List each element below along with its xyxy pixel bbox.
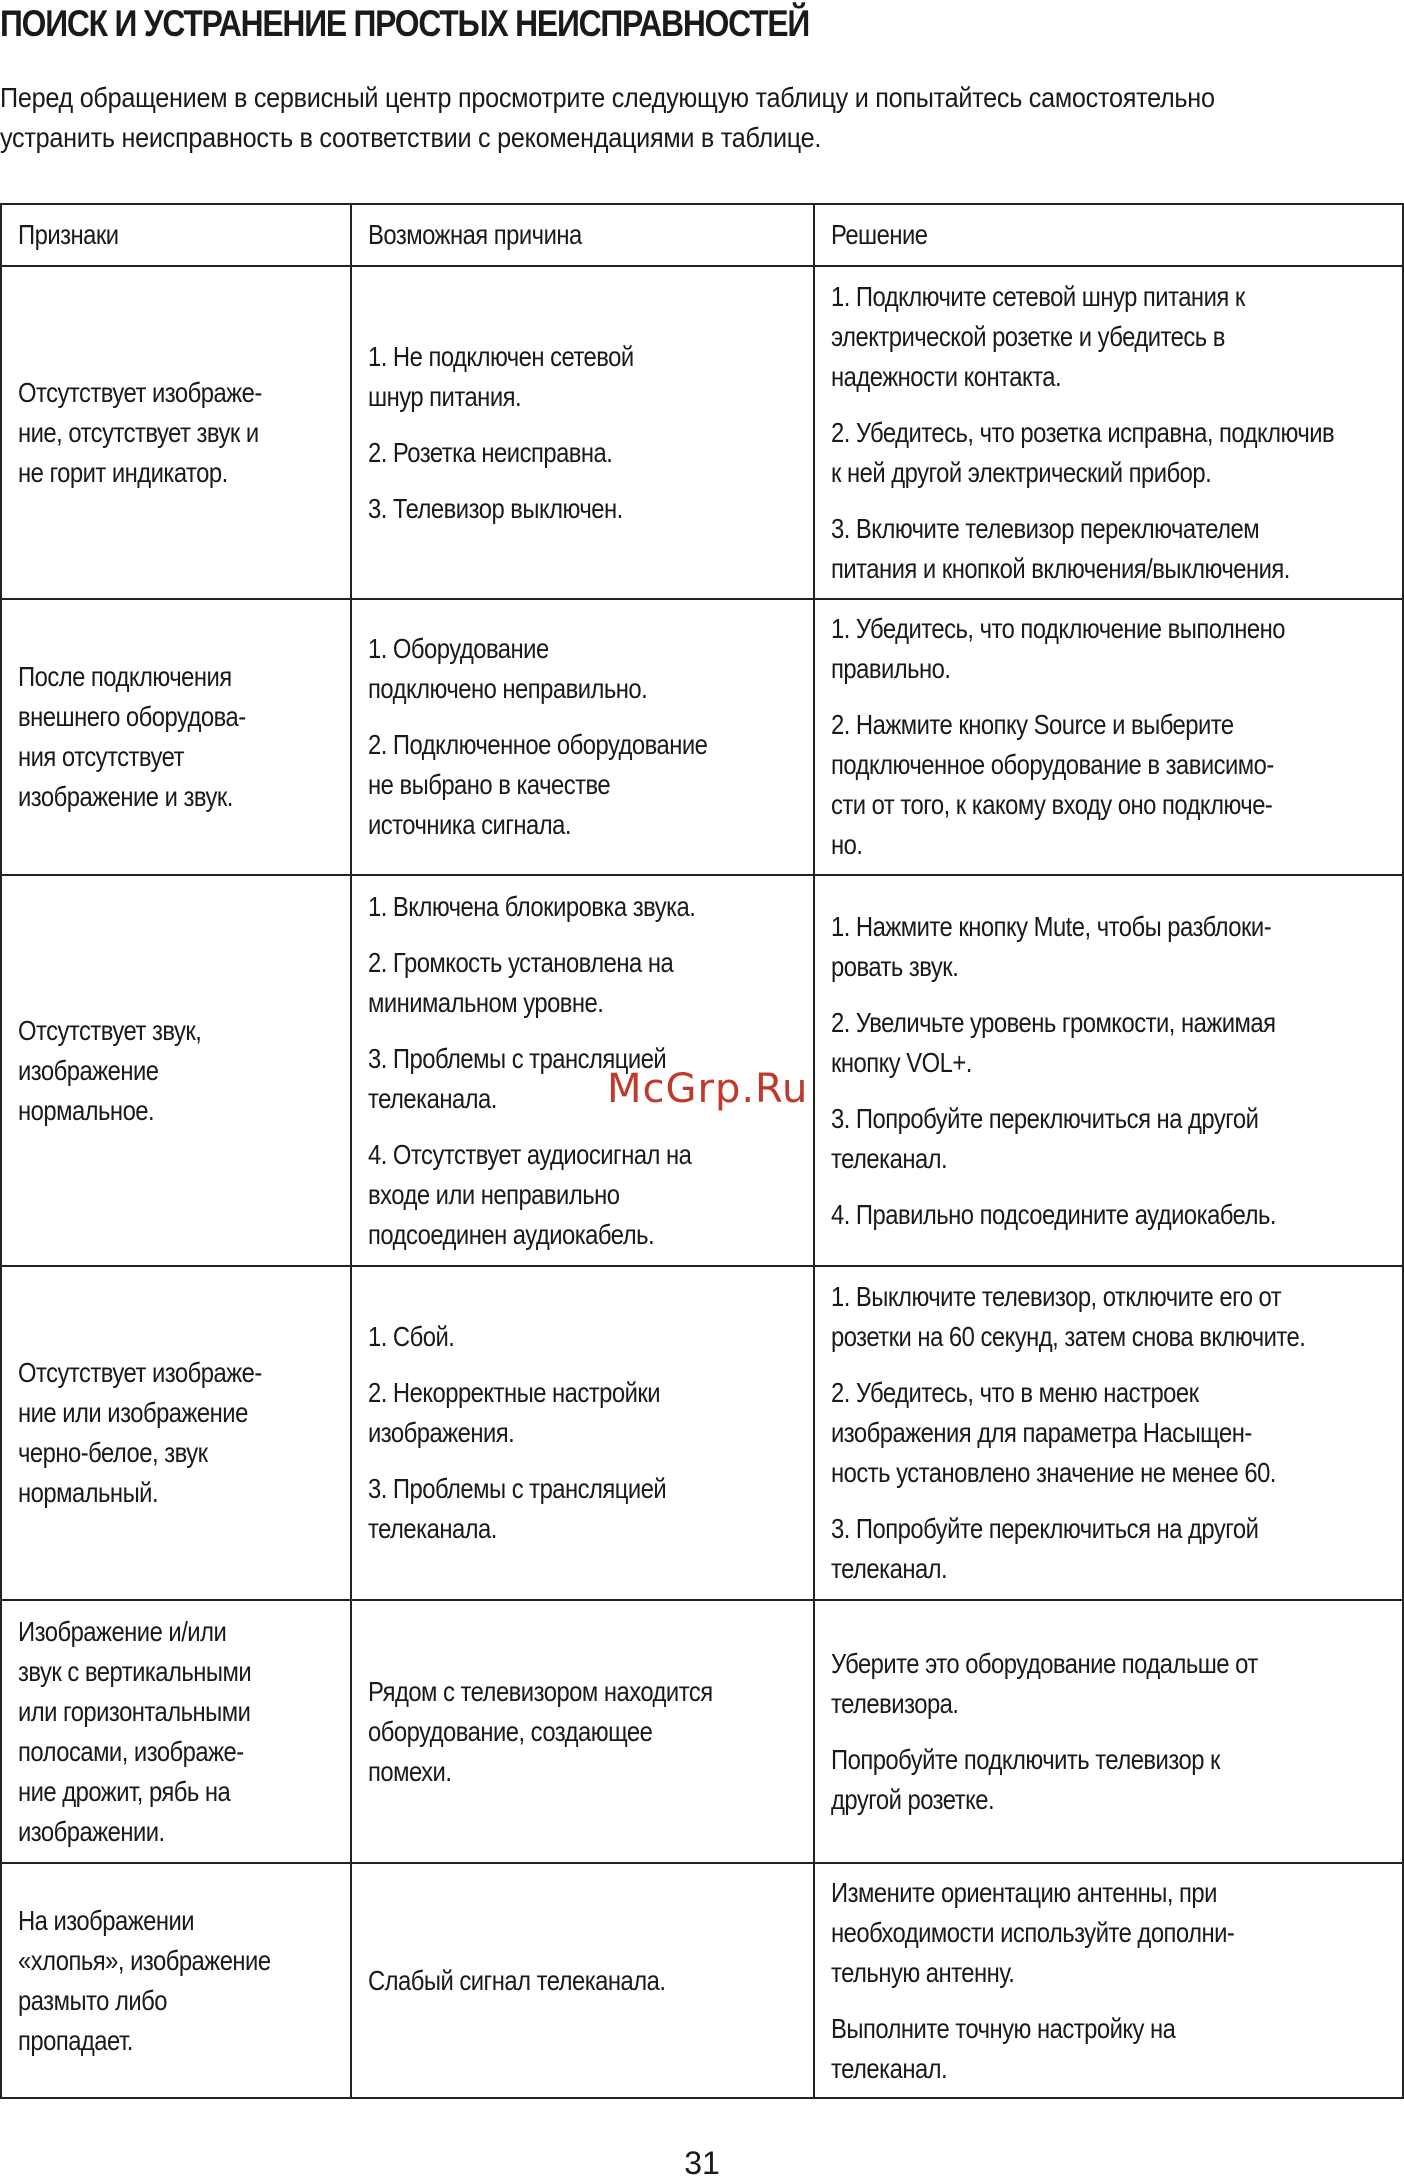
table-row <box>1 266 1403 599</box>
column-header-cause: Возможная причина <box>351 204 814 266</box>
cause-cell: 1. Сбой. 2. Некорректные настройки изображения. 3. Проблемы с трансляцией телеканала. <box>351 1266 814 1600</box>
table-header-row <box>1 204 1403 266</box>
table-row <box>1 1600 1403 1863</box>
symptom-cell: Отсутствует изображе- ние или изображение черно-белое, звук нормальный. <box>1 1266 351 1600</box>
cause-cell: 1. Не подключен сетевой шнур питания. 2. Розетка неисправна. 3. Телевизор выключен. <box>351 266 814 599</box>
column-header-symptoms: Признаки <box>1 204 351 266</box>
column-header-solution: Решение <box>814 204 1403 266</box>
intro-paragraph <box>0 78 1400 158</box>
solution-cell: Уберите это оборудование подальше от телевизора. Попробуйте подключить телевизор к другой розетке. <box>814 1600 1403 1863</box>
solution-cell: 1. Убедитесь, что подключение выполнено правильно. 2. Нажмите кнопку Source и выберите подключенное оборудование в зависимо- сти от того, к какому входу оно подключе- но. <box>814 599 1403 875</box>
page-title: ПОИСК И УСТРАНЕНИЕ ПРОСТЫХ НЕИСПРАВНОСТЕЙ <box>0 3 810 44</box>
intro-line: Перед обращением в сервисный центр просмотрите следующую таблицу и попытайтесь самостоятельно <box>0 82 1215 113</box>
page-number: 31 <box>684 2145 720 2181</box>
table-row <box>1 1863 1403 2098</box>
table-row <box>1 1266 1403 1600</box>
symptom-cell: Изображение и/или звук с вертикальными или горизонтальными полосами, изображе- ние дрожит, рябь на изображении. <box>1 1600 351 1863</box>
table-row <box>1 599 1403 875</box>
symptom-cell: После подключения внешнего оборудова- ния отсутствует изображение и звук. <box>1 599 351 875</box>
solution-cell: Измените ориентацию антенны, при необходимости используйте дополни- тельную антенну. Выполните точную настройку на телеканал. <box>814 1863 1403 2098</box>
troubleshooting-table <box>0 203 1404 2099</box>
solution-cell: 1. Подключите сетевой шнур питания к электрической розетке и убедитесь в надежности контакта. 2. Убедитесь, что розетка исправна, подключив к ней другой электрический прибор. 3. Включите телевизор переключателем питания и кнопкой включения/выключения. <box>814 266 1403 599</box>
intro-line: устранить неисправность в соответствии с рекомендациями в таблице. <box>0 122 822 153</box>
watermark: McGrp.Ru <box>607 1066 809 1112</box>
symptom-cell: На изображении «хлопья», изображение размыто либо пропадает. <box>1 1863 351 2098</box>
solution-cell: 1. Выключите телевизор, отключите его от розетки на 60 секунд, затем снова включите. 2. Убедитесь, что в меню настроек изображения для параметра Насыщен- ность установлено значение не менее 60. 3. Попробуйте переключиться на другой телеканал. <box>814 1266 1403 1600</box>
cause-cell: Рядом с телевизором находится оборудование, создающее помехи. <box>351 1600 814 1863</box>
cause-cell: 1. Оборудование подключено неправильно. 2. Подключенное оборудование не выбрано в качестве источника сигнала. <box>351 599 814 875</box>
symptom-cell: Отсутствует изображе- ние, отсутствует звук и не горит индикатор. <box>1 266 351 599</box>
symptom-cell: Отсутствует звук, изображение нормальное. <box>1 875 351 1266</box>
cause-cell: 1. Включена блокировка звука. 2. Громкость установлена на минимальном уровне. 3. Проблемы с трансляцией телеканала. 4. Отсутствует аудиосигнал на входе или неправильно подсоединен аудиокабель. <box>351 875 814 1266</box>
solution-cell: 1. Нажмите кнопку Mute, чтобы разблоки- ровать звук. 2. Увеличьте уровень громкости, нажимая кнопку VOL+. 3. Попробуйте переключиться на другой телеканал. 4. Правильно подсоедините аудиокабель. <box>814 875 1403 1266</box>
cause-cell: Слабый сигнал телеканала. <box>351 1863 814 2098</box>
